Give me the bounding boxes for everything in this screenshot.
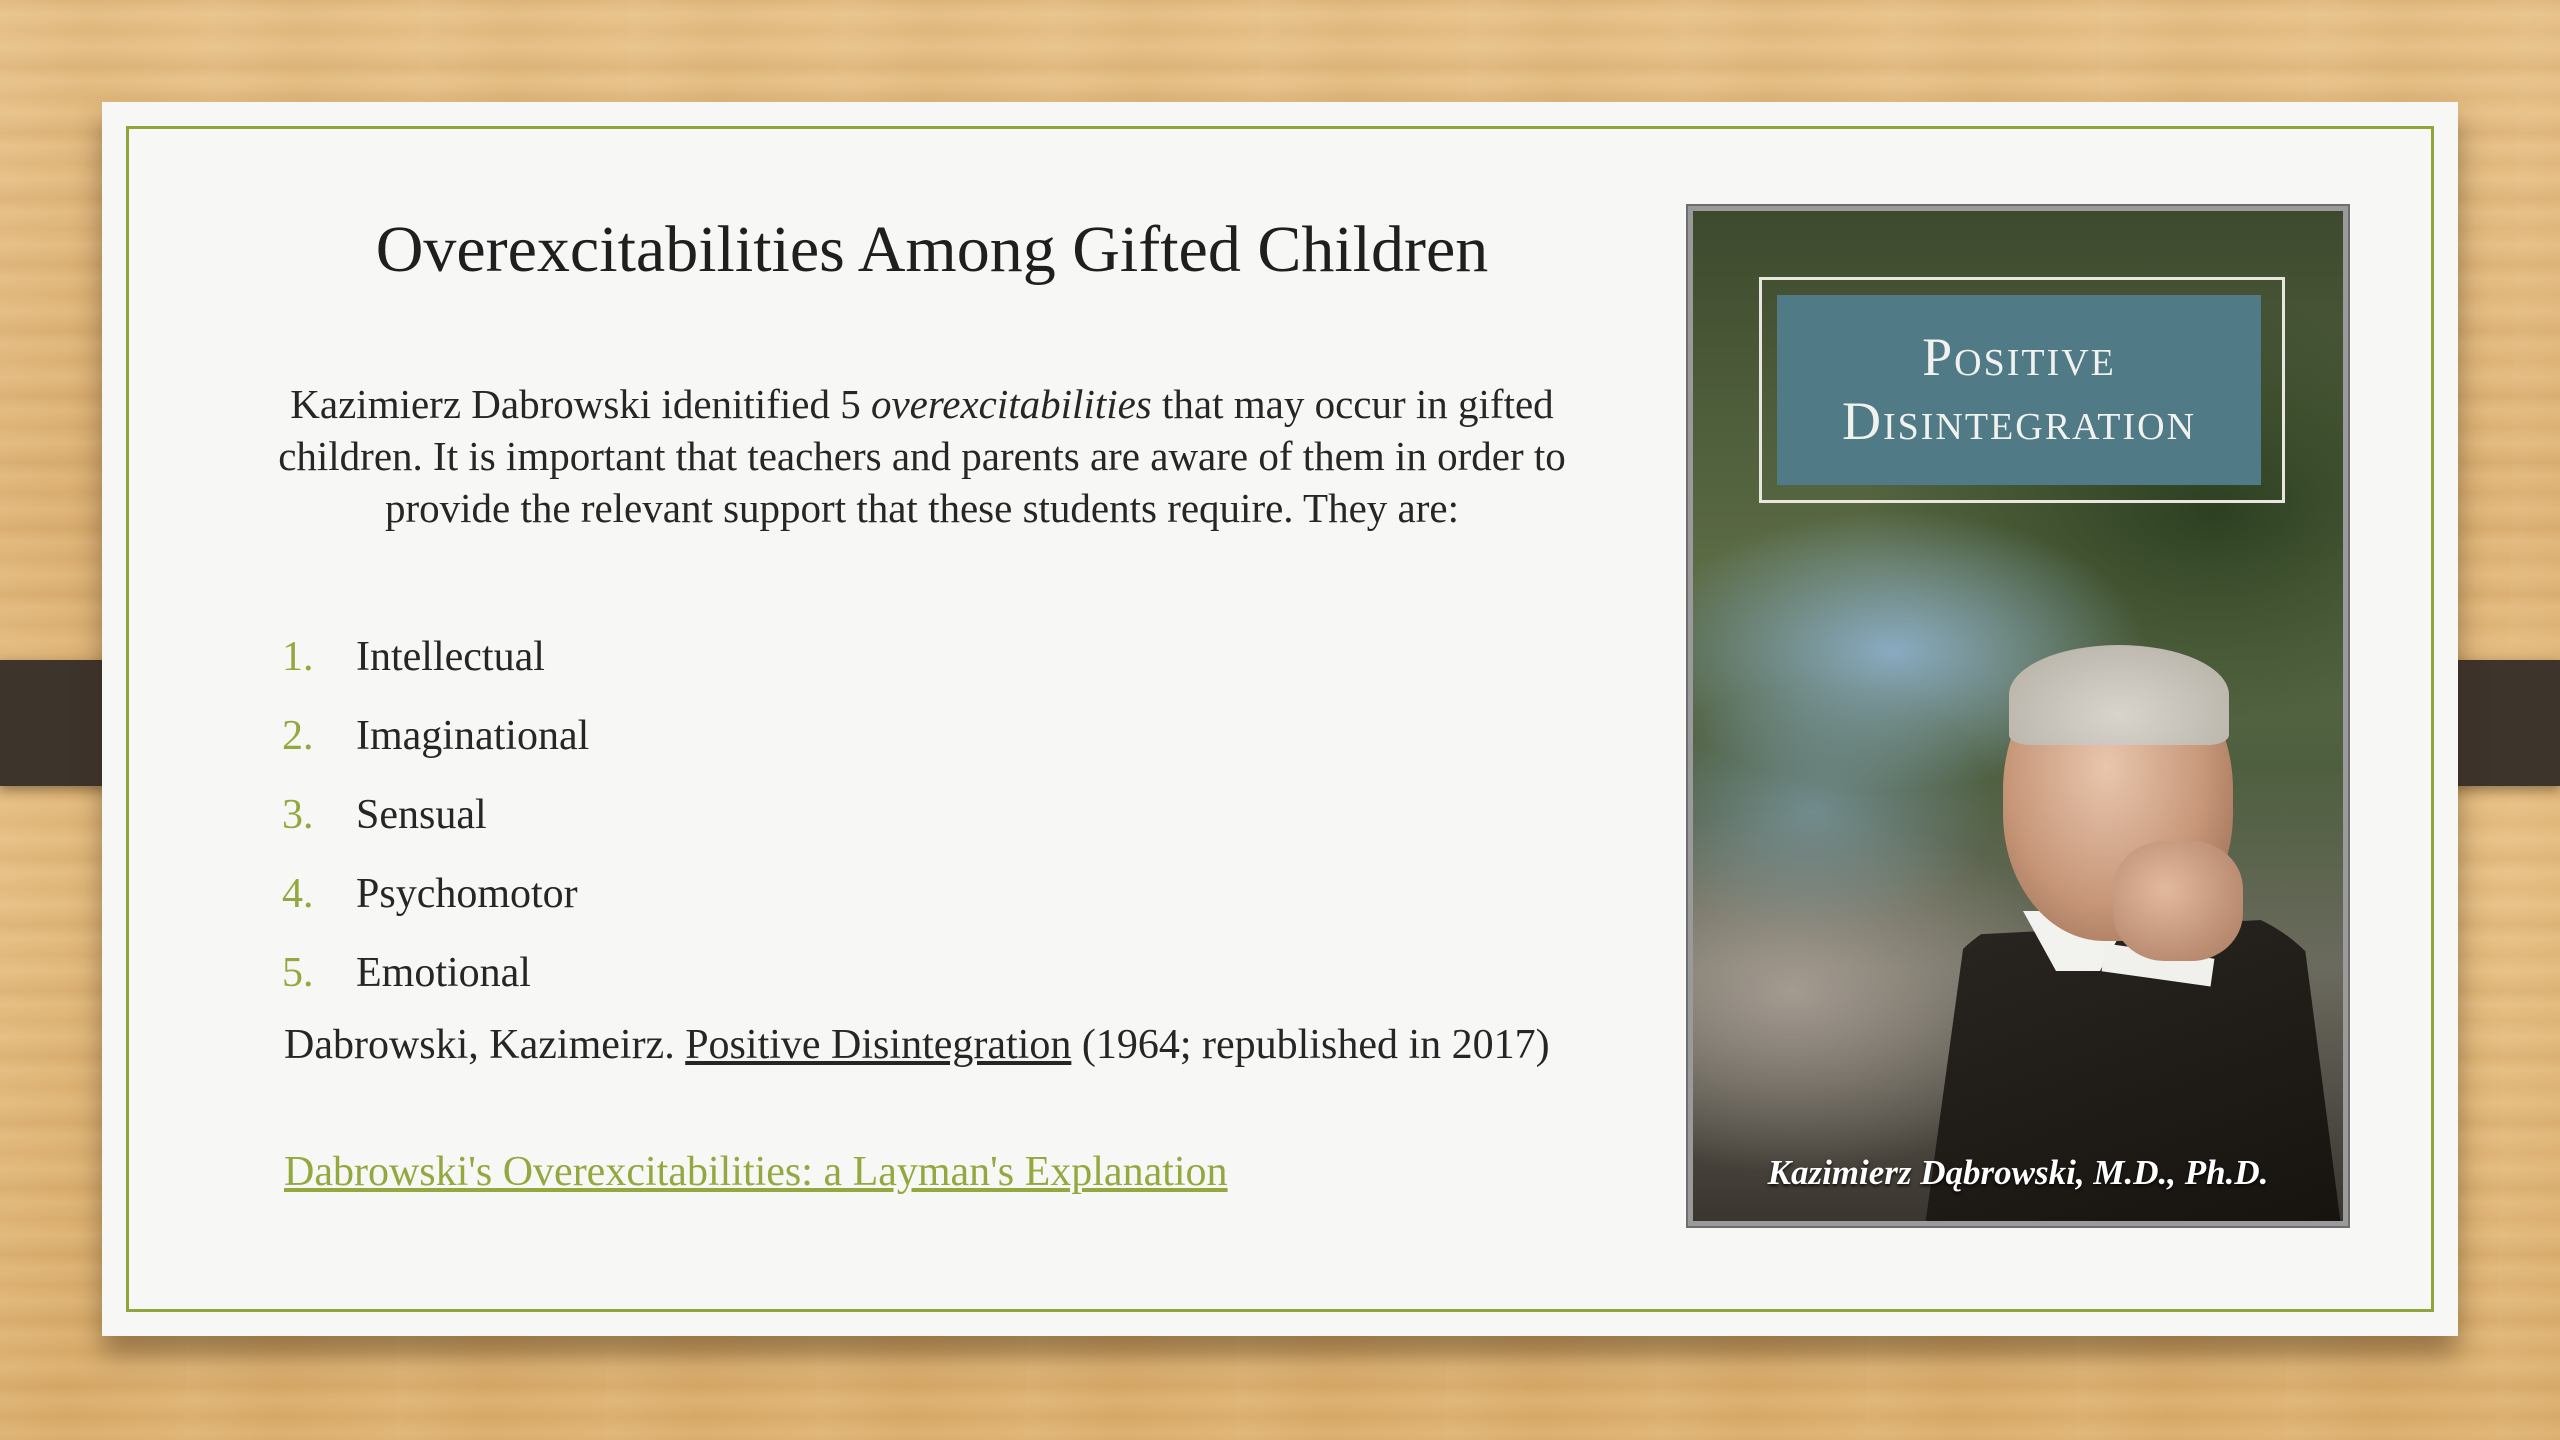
intro-paragraph [272, 378, 1572, 534]
cover-title-line1: Positive [1922, 327, 2116, 387]
portrait-hand [2113, 841, 2243, 961]
list-label: Emotional [356, 949, 531, 996]
citation [284, 1020, 1604, 1071]
list-number: 1. [282, 633, 314, 680]
list-item [282, 775, 589, 854]
cover-title-panel [1777, 295, 2261, 485]
list-label: Intellectual [356, 633, 545, 680]
list-item [282, 617, 589, 696]
book-cover-image [1688, 206, 2348, 1226]
list-label: Imaginational [356, 712, 590, 759]
cover-title-line2: Disintegration [1841, 391, 2197, 451]
cover-author-name: Kazimierz Dąbrowski, M.D., Ph.D. [1767, 1153, 2269, 1192]
citation-details: (1964; republished in 2017) [1071, 1022, 1550, 1068]
slide-card [102, 102, 2458, 1336]
intro-text-end: that may occur in gifted children. It is important that teachers and parents are aware of them in order to provide the relevant support that these students require. They are: [278, 381, 1566, 531]
intro-emphasis: overexcitabilities [870, 381, 1152, 427]
list-item [282, 854, 589, 933]
slide-title: Overexcitabilities Among Gifted Children [375, 213, 1489, 286]
overexcitabilities-list [282, 617, 589, 1012]
list-number: 4. [282, 870, 314, 917]
author-portrait [1963, 651, 2323, 1211]
list-item [282, 933, 589, 1012]
citation-book-title: Positive Disintegration [685, 1022, 1072, 1068]
list-number: 3. [282, 791, 314, 838]
layman-explanation-link[interactable]: Dabrowski's Overexcitabilities: a Layman's Explanation [284, 1149, 1228, 1195]
list-item [282, 696, 589, 775]
list-label: Sensual [356, 791, 487, 838]
citation-author: Dabrowski, Kazimeirz. [284, 1022, 686, 1068]
portrait-hair [2009, 645, 2229, 745]
list-number: 2. [282, 712, 314, 759]
list-label: Psychomotor [356, 870, 578, 917]
list-number: 5. [282, 949, 314, 996]
intro-text-start: Kazimierz Dabrowski idenitified 5 [290, 381, 871, 427]
cover-title [1777, 325, 2261, 453]
